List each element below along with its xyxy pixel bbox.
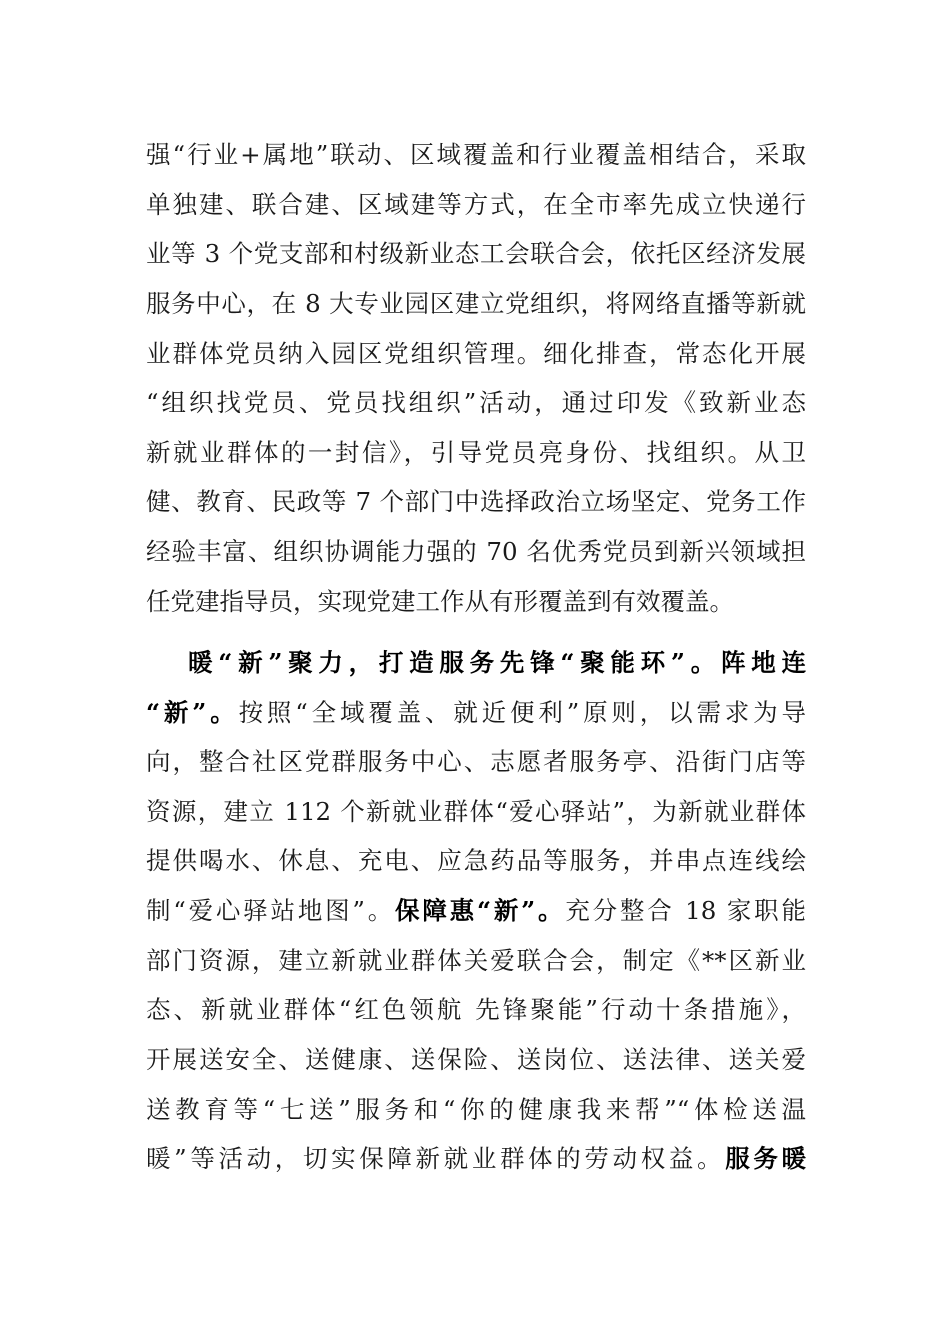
paragraph-text: 充分整合 18 家职能 <box>565 896 806 925</box>
paragraph-line: 送教育等“七送”服务和“你的健康我来帮”“体检送温 <box>146 1095 806 1124</box>
subheading-inline: 服务暖 <box>725 1144 807 1173</box>
paragraph-line: 资源，建立 112 个新就业群体“爱心驿站”，为新就业群体 <box>146 797 806 826</box>
paragraph-line: 态、新就业群体“红色领航 先锋聚能”行动十条措施》， <box>146 995 806 1024</box>
paragraph-text: 制“爱心驿站地图”。 <box>146 896 396 925</box>
subheading-inline: “新”。 <box>146 698 239 727</box>
section-heading: 暖“新”聚力，打造服务先锋“聚能环”。阵地连 <box>188 648 806 677</box>
paragraph-text: 暖”等活动，切实保障新就业群体的劳动权益。 <box>146 1144 726 1173</box>
paragraph-line: 新就业群体的一封信》，引导党员亮身份、找组织。从卫 <box>146 438 806 467</box>
paragraph-line: 向，整合社区党群服务中心、志愿者服务亭、沿街门店等 <box>146 747 806 776</box>
subheading-inline: 保障惠“新”。 <box>395 896 566 925</box>
paragraph-line: 业等 3 个党支部和村级新业态工会联合会，依托区经济发展 <box>146 239 806 268</box>
paragraph-line: “组织找党员、党员找组织”活动，通过印发《致新业态 <box>146 388 806 417</box>
paragraph-line: 强“行业+属地”联动、区域覆盖和行业覆盖相结合，采取 <box>146 140 806 169</box>
paragraph-line: 开展送安全、送健康、送保险、送岗位、送法律、送关爱 <box>146 1045 806 1074</box>
paragraph-line: 业群体党员纳入园区党组织管理。细化排查，常态化开展 <box>146 339 806 368</box>
paragraph-line: 提供喝水、休息、充电、应急药品等服务，并串点连线绘 <box>146 846 806 875</box>
paragraph-text: 按照“全域覆盖、就近便利”原则，以需求为导 <box>238 698 806 727</box>
paragraph-line: 单独建、联合建、区域建等方式，在全市率先成立快递行 <box>146 190 806 219</box>
paragraph-line: 任党建指导员，实现党建工作从有形覆盖到有效覆盖。 <box>146 587 734 616</box>
paragraph-line <box>146 693 806 733</box>
paragraph-line <box>146 891 806 931</box>
paragraph-line <box>146 1139 806 1179</box>
paragraph-line: 健、教育、民政等 7 个部门中选择政治立场坚定、党务工作 <box>146 487 806 516</box>
paragraph-line: 经验丰富、组织协调能力强的 70 名优秀党员到新兴领域担 <box>146 537 806 566</box>
paragraph-line: 部门资源，建立新就业群体关爱联合会，制定《**区新业 <box>146 946 806 975</box>
paragraph-line: 服务中心，在 8 大专业园区建立党组织，将网络直播等新就 <box>146 289 806 318</box>
